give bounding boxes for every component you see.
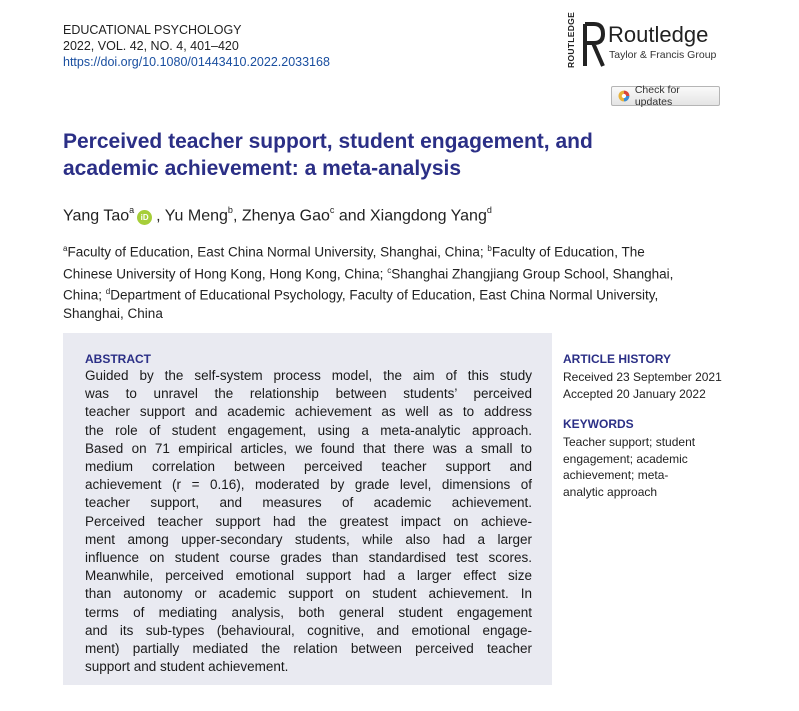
- abstract-heading: ABSTRACT: [85, 352, 151, 366]
- author-name[interactable]: Zhenya Gao: [241, 207, 330, 225]
- accepted-date: Accepted 20 January 2022: [563, 386, 706, 401]
- routledge-logo: [566, 11, 736, 72]
- affiliation-d-cont: Shanghai, China: [63, 305, 163, 321]
- affiliation-b: Faculty of Education, The: [491, 244, 645, 260]
- abstract-line: Meanwhile, perceived emotional support had a larger effect size: [85, 568, 532, 584]
- article-history-heading: ARTICLE HISTORY: [563, 352, 672, 366]
- journal-header: [63, 22, 330, 70]
- journal-name: EDUCATIONAL PSYCHOLOGY: [63, 23, 242, 37]
- abstract-line: teacher support and academic achievement as well as to address: [85, 404, 532, 420]
- abstract-line: medium correlation between perceived teacher support and: [85, 459, 532, 475]
- title-line: academic achievement: a meta-analysis: [63, 157, 462, 180]
- abstract-line: ment among upper-secondary students, while also had a larger: [85, 531, 532, 547]
- affiliation-d: Department of Educational Psychology, Faculty of Education, East China Normal University,: [110, 287, 659, 303]
- routledge-vertical-label: ROUTLEDGE: [566, 11, 576, 68]
- author-list: Yang Tao$^a$iD , Yu Meng$^b$, Zhenya Gao$^c$ and Xiangdong Yang$^d$: [63, 205, 492, 225]
- journal-citation: 2022, VOL. 42, NO. 4, 401–420: [63, 39, 239, 53]
- abstract-body: [85, 367, 532, 676]
- abstract-line: ment) partially mediated the relation between perceived teacher: [85, 641, 532, 657]
- abstract-line: the role of student engagement, using a meta-analytic approach.: [85, 422, 532, 438]
- affiliation-b-cont: Chinese University of Hong Kong, Hong Kong, China;: [63, 266, 384, 281]
- keywords-section: [563, 417, 763, 500]
- affiliation-c-cont: China;: [63, 287, 103, 303]
- affiliation-a: Faculty of Education, East China Normal University, Shanghai, China;: [67, 244, 484, 260]
- abstract-line: achievement (r = 0.16), moderated by grade level, dimensions of: [85, 477, 532, 493]
- abstract-line: influence on student course grades than standardised test scores.: [85, 550, 532, 566]
- abstract-line: terms of mediating analysis, both general student engagement: [85, 604, 532, 620]
- author-name[interactable]: Yu Meng: [164, 207, 228, 225]
- check-for-updates-label: Check for updates: [634, 84, 680, 108]
- abstract-line: Perceived teacher support had the greatest impact on achieve-: [85, 513, 532, 529]
- abstract-line: was to unravel the relationship between students’ perceived: [85, 386, 532, 402]
- affiliations: $^a$Faculty of Education, East China Normal University, Shanghai, China; $^b$Faculty of Education, The Chinese University of Hong Kong, Hong Kong, China; $^c$Shanghai Zhangjiang Group School, Shanghai, China; $^d$Department of Educational Psychology, Faculty of Education, East China Normal University, Shanghai, China: [63, 244, 674, 321]
- author-affil-mark: a: [129, 205, 135, 215]
- publisher-sub: Taylor & Francis Group: [609, 49, 717, 61]
- abstract-line: Guided by the self-system process model, the aim of this study: [85, 368, 532, 383]
- abstract-line: and its sub-types (behavioural, cognitive, and emotional engage-: [85, 622, 532, 638]
- keywords-line: Teacher support; student: [563, 435, 696, 449]
- keywords-line: analytic approach: [563, 484, 658, 499]
- crossmark-icon: [618, 90, 630, 102]
- author-name[interactable]: Xiangdong Yang: [369, 207, 487, 225]
- keywords-line: engagement; academic: [563, 451, 688, 466]
- routledge-r-mark-icon: [582, 22, 606, 68]
- abstract-line: Based on 71 empirical articles, we found that there was a small to: [85, 440, 532, 456]
- doi-link[interactable]: https://doi.org/10.1080/01443410.2022.2033168: [63, 55, 330, 69]
- keywords-line: achievement; meta-: [563, 468, 669, 482]
- abstract-line: than autonomy or academic support on student achievement. In: [85, 586, 532, 602]
- orcid-icon[interactable]: iD: [137, 210, 152, 225]
- affiliation-c: Shanghai Zhangjiang Group School, Shanghai,: [391, 266, 674, 281]
- article-history: [563, 352, 763, 402]
- author-affil-mark: c: [329, 205, 335, 215]
- author-affil-mark: b: [227, 205, 233, 215]
- title-line: Perceived teacher support, student engagement, and: [63, 130, 593, 153]
- received-date: Received 23 September 2021: [563, 370, 722, 384]
- author-affil-mark: d: [486, 205, 492, 215]
- abstract-line: support and student achievement.: [85, 659, 289, 675]
- abstract-line: teacher support, and measures of academic achievement.: [85, 495, 532, 511]
- keywords-heading: KEYWORDS: [563, 417, 634, 431]
- routledge-brand: Routledge: [608, 22, 709, 47]
- author-name[interactable]: Yang Tao: [63, 207, 130, 225]
- article-title: [63, 128, 683, 182]
- check-for-updates-button[interactable]: [611, 86, 720, 106]
